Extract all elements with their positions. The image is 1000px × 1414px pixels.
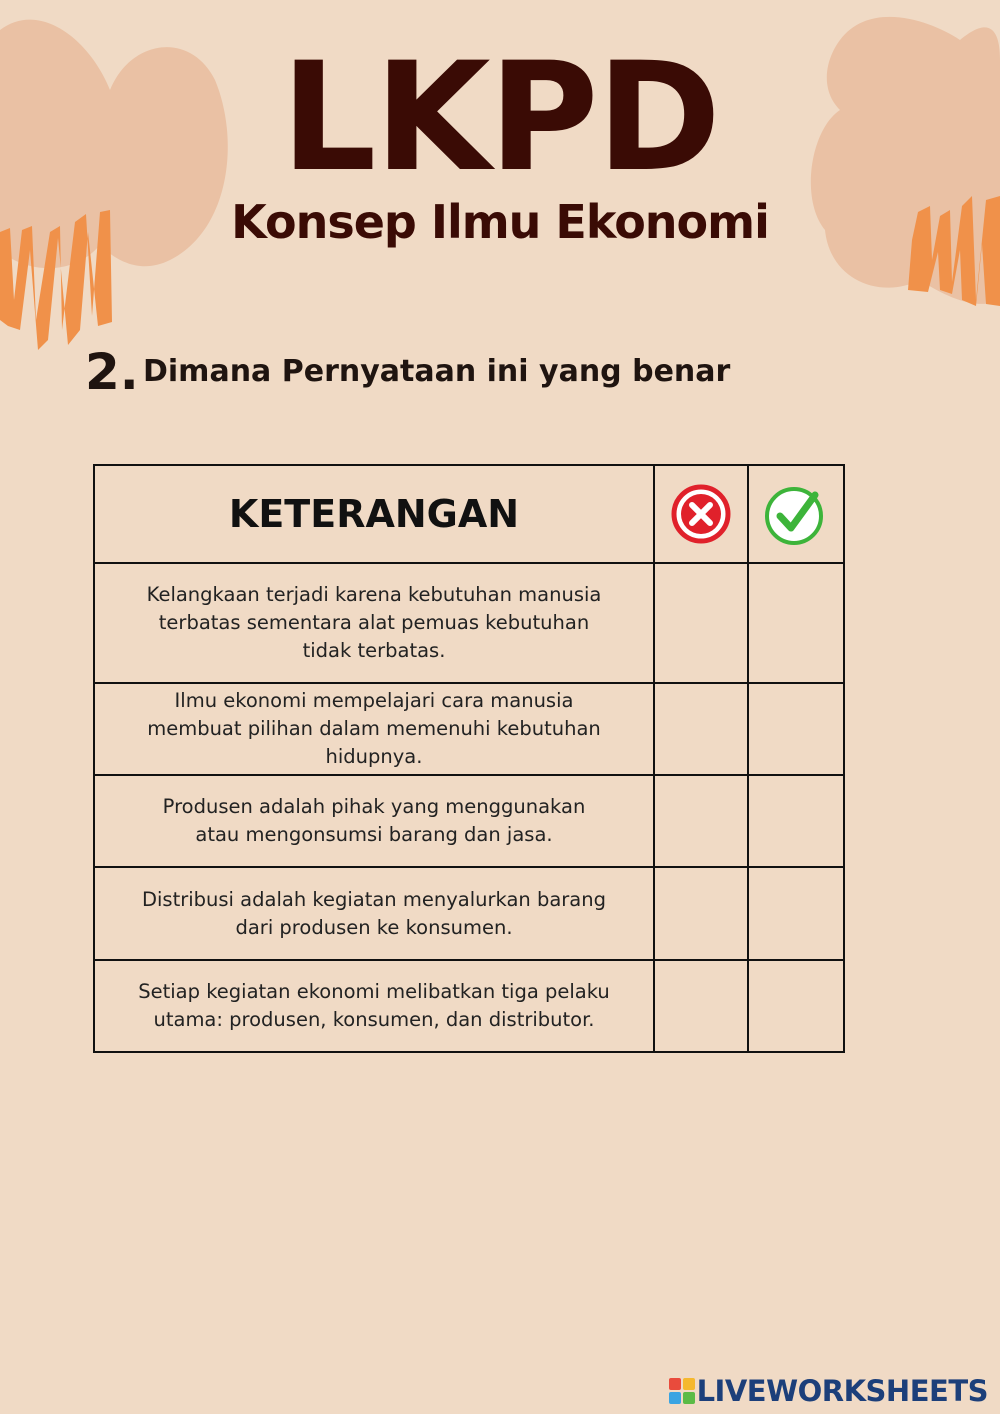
statement-text: Produsen adalah pihak yang menggunakan atau mengonsumsi barang dan jasa. [94, 775, 654, 867]
statement-text: Setiap kegiatan ekonomi melibatkan tiga pelaku utama: produsen, konsumen, dan distributor. [94, 960, 654, 1052]
table-header-keterangan: KETERANGAN [94, 465, 654, 563]
answer-true-box[interactable] [748, 563, 844, 683]
cross-circle-icon [670, 483, 732, 545]
answer-false-box[interactable] [654, 563, 748, 683]
liveworksheets-logo [669, 1374, 988, 1408]
answer-table [93, 464, 845, 1053]
table-row [94, 867, 844, 960]
answer-false-box[interactable] [654, 867, 748, 960]
question-number: 2. [85, 343, 139, 401]
page-title: LKPD [280, 31, 720, 205]
statement-text: Kelangkaan terjadi karena kebutuhan manusia terbatas sementara alat pemuas kebutuhan tidak terbatas. [94, 563, 654, 683]
header-false-column [654, 465, 748, 563]
header-true-column [748, 465, 844, 563]
answer-true-box[interactable] [748, 960, 844, 1052]
answer-false-box[interactable] [654, 960, 748, 1052]
answer-true-box[interactable] [748, 867, 844, 960]
table-row [94, 775, 844, 867]
table-row [94, 563, 844, 683]
page-subtitle: Konsep Ilmu Ekonomi [231, 195, 769, 249]
answer-true-box[interactable] [748, 683, 844, 775]
statement-text: Ilmu ekonomi mempelajari cara manusia membuat pilihan dalam memenuhi kebutuhan hidupnya. [94, 683, 654, 775]
table-header-row [94, 465, 844, 563]
question-prompt: Dimana Pernyataan ini yang benar [143, 354, 731, 389]
answer-true-box[interactable] [748, 775, 844, 867]
liveworksheets-live-icon [669, 1378, 695, 1404]
table-row [94, 683, 844, 775]
liveworksheets-brand: LIVEWORKSHEETS [696, 1374, 988, 1408]
table-row [94, 960, 844, 1052]
statement-text: Distribusi adalah kegiatan menyalurkan barang dari produsen ke konsumen. [94, 867, 654, 960]
answer-false-box[interactable] [654, 683, 748, 775]
check-circle-icon [763, 481, 829, 547]
answer-false-box[interactable] [654, 775, 748, 867]
